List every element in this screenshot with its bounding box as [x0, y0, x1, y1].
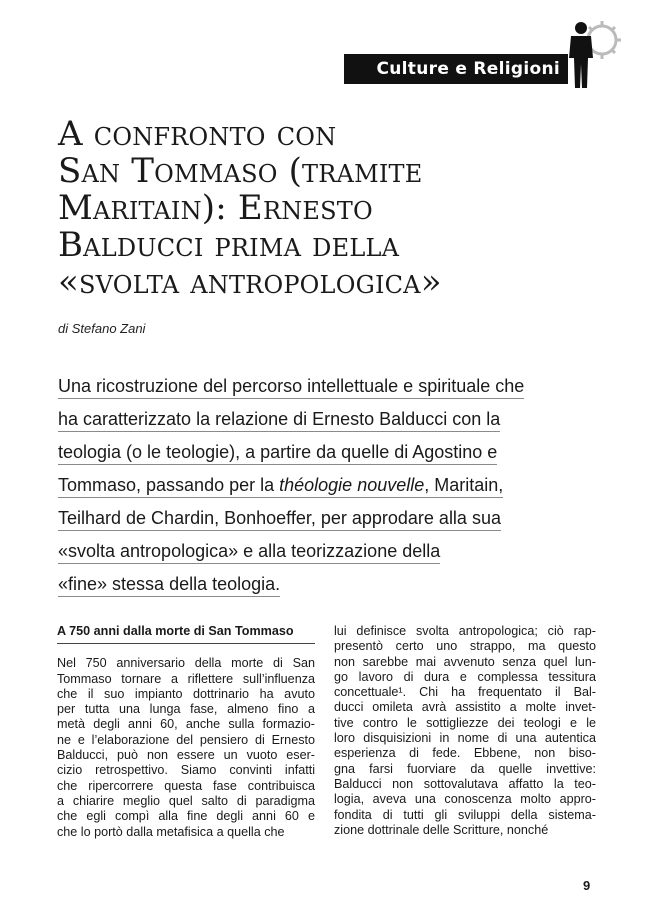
body-line: Balducci non sottovalutava affatto la teo- [334, 776, 596, 791]
title-line: Maritain): Ernesto [58, 188, 373, 228]
body-line: presentò certo uno strappo, ma questo [334, 639, 596, 654]
lead-line [58, 475, 503, 498]
body-column-left [57, 624, 315, 840]
body-line: che il suo impianto dottrinario ha avuto [57, 686, 315, 701]
section-subheading: A 750 anni dalla morte di San Tommaso [57, 624, 315, 644]
body-line: fondita di tutti gli sviluppi della sistema- [334, 807, 596, 822]
lead-text: , Maritain, [424, 475, 504, 495]
body-line: a chiarire meglio quel salto di paradigma [57, 793, 315, 808]
body-line: logia, aveva una conoscenza molto appro- [334, 792, 596, 807]
body-line: concettuale¹. Chi ha frequentato il Bal- [334, 685, 596, 700]
title-line: A confronto con [58, 114, 337, 154]
lead-line: ha caratterizzato la relazione di Ernesto Balducci con la [58, 409, 500, 432]
body-line: Balducci, può non essere un vuoto eser- [57, 748, 315, 763]
article-title [58, 116, 618, 301]
body-line: loro disquisizioni in nome di una autentica [334, 731, 596, 746]
lead-paragraph [58, 370, 558, 601]
title-line: Balducci prima della [58, 225, 400, 265]
lead-text: Tommaso, passando per la [58, 475, 280, 495]
lead-line: Una ricostruzione del percorso intellettuale e spirituale che [58, 376, 524, 399]
body-line: Nel 750 anniversario della morte di San [57, 656, 315, 671]
body-line: lui definisce svolta antropologica; ciò rap- [334, 624, 596, 638]
lead-italic-text: théologie nouvelle [279, 475, 425, 495]
body-paragraph [334, 624, 596, 838]
person-with-gear-icon [566, 18, 622, 90]
lead-line: «fine» stessa della teologia. [58, 574, 280, 597]
body-line: che lo portò dalla metafisica a quella che [57, 824, 285, 839]
byline: di Stefano Zani [58, 321, 146, 336]
body-line: ne e l’elaborazione del pensiero di Ernesto [57, 732, 315, 747]
body-line: go lavoro di dura e complessa tessitura [334, 669, 596, 684]
body-line: gna farsi fuorviare da quelle invettive: [334, 761, 596, 776]
section-label: Culture e Religioni [344, 54, 568, 84]
lead-line: teologia (o le teologie), a partire da quelle di Agostino e [58, 442, 497, 465]
body-line: che egli compì alla fine degli anni 60 e [57, 809, 315, 824]
body-line: che ripercorrere questa fase contribuisca [57, 778, 315, 793]
body-line: zione dottrinale delle Scritture, nonché [334, 822, 549, 837]
body-paragraph [57, 656, 315, 840]
lead-line: «svolta antropologica» e alla teorizzazione della [58, 541, 440, 564]
body-line: tive contro le sottigliezze dei teologi e le [334, 715, 596, 730]
page-number: 9 [583, 878, 591, 893]
lead-line: Teilhard de Chardin, Bonhoeffer, per approdare alla sua [58, 508, 501, 531]
body-line: metà degli anni 60, anche sulla formazio- [57, 717, 315, 732]
body-line: ducci omileta avrà assistito a molte invet- [334, 700, 596, 715]
title-line: San Tommaso (tramite [58, 151, 423, 191]
body-column-right [334, 624, 596, 838]
body-line: Tommaso tornare a riflettere sull’influenza [57, 671, 315, 686]
body-line: esperienza di fede. Ebbene, non biso- [334, 746, 596, 761]
title-line: «svolta antropologica» [58, 262, 442, 302]
body-line: non sarebbe mai avvenuto senza quel lun- [334, 654, 596, 669]
body-line: per tutta una lunga fase, almeno fino a [57, 702, 315, 717]
body-line: cizio retrospettivo. Siamo convinti infatti [57, 763, 315, 778]
